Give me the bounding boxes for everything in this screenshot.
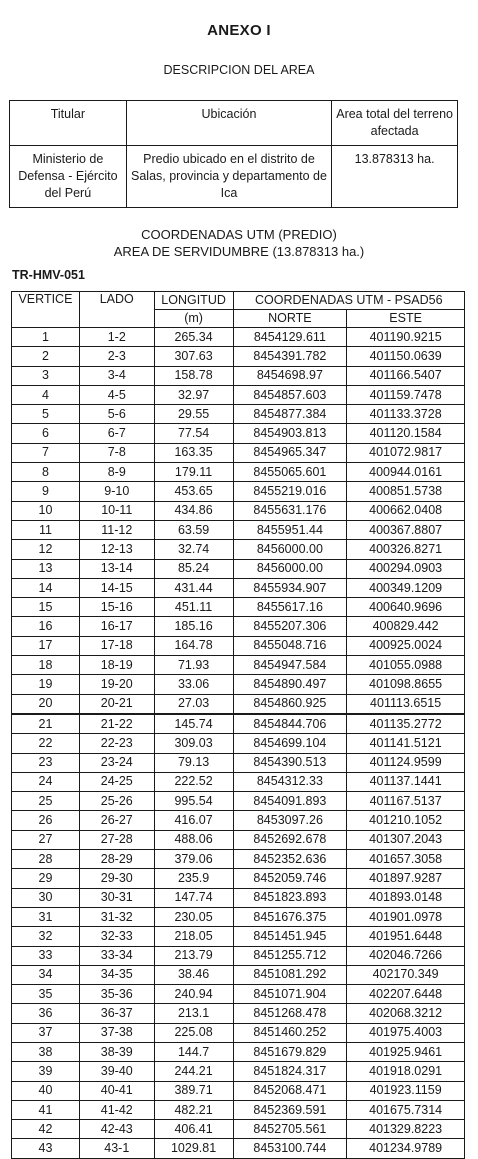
este-cell: 401675.7314 <box>347 1100 465 1119</box>
lado-cell: 2-3 <box>79 347 154 366</box>
lado-cell: 37-38 <box>79 1023 154 1042</box>
utm-title-line2: AREA DE SERVIDUMBRE (13.878313 ha.) <box>113 244 365 259</box>
area-info-row <box>10 146 458 208</box>
lado-cell: 19-20 <box>79 675 154 694</box>
este-cell: 401923.1159 <box>347 1081 465 1100</box>
vertice-cell: 39 <box>12 1062 80 1081</box>
longitud-cell: 1029.81 <box>154 1139 233 1158</box>
norte-cell: 8451676.375 <box>233 907 347 926</box>
norte-cell: 8451255.712 <box>233 946 347 965</box>
longitud-cell: 222.52 <box>154 772 233 791</box>
longitud-cell: 164.78 <box>154 636 233 655</box>
lado-cell: 38-39 <box>79 1042 154 1061</box>
table-row <box>12 1081 465 1100</box>
vertice-cell: 22 <box>12 734 80 753</box>
table-row <box>12 520 465 539</box>
este-cell: 401893.0148 <box>347 888 465 907</box>
longitud-cell: 147.74 <box>154 888 233 907</box>
lado-cell: 1-2 <box>79 328 154 347</box>
norte-cell: 8451824.317 <box>233 1062 347 1081</box>
table-row <box>12 1004 465 1023</box>
lado-cell: 39-40 <box>79 1062 154 1081</box>
norte-cell: 8452692.678 <box>233 830 347 849</box>
vertice-cell: 13 <box>12 559 80 578</box>
table-row <box>12 443 465 462</box>
vertice-cell: 4 <box>12 385 80 404</box>
table-row <box>12 675 465 694</box>
norte-cell: 8454699.104 <box>233 734 347 753</box>
norte-cell: 8452352.636 <box>233 850 347 869</box>
longitud-cell: 38.46 <box>154 965 233 984</box>
este-cell: 400851.5738 <box>347 482 465 501</box>
este-cell: 400294.0903 <box>347 559 465 578</box>
vertice-cell: 37 <box>12 1023 80 1042</box>
este-cell: 401098.8655 <box>347 675 465 694</box>
longitud-cell: 416.07 <box>154 811 233 830</box>
lado-cell: 23-24 <box>79 753 154 772</box>
este-cell: 402068.3212 <box>347 1004 465 1023</box>
este-cell: 401925.9461 <box>347 1042 465 1061</box>
longitud-cell: 406.41 <box>154 1120 233 1139</box>
norte-cell: 8454698.97 <box>233 366 347 385</box>
norte-cell: 8452705.561 <box>233 1120 347 1139</box>
vertice-cell: 2 <box>12 347 80 366</box>
lado-cell: 29-30 <box>79 869 154 888</box>
table-row <box>12 907 465 926</box>
table-row <box>12 811 465 830</box>
lado-cell: 34-35 <box>79 965 154 984</box>
vertice-cell: 19 <box>12 675 80 694</box>
longitud-cell: 179.11 <box>154 463 233 482</box>
table-row <box>12 424 465 443</box>
norte-cell: 8454903.813 <box>233 424 347 443</box>
longitud-cell: 309.03 <box>154 734 233 753</box>
lado-cell: 36-37 <box>79 1004 154 1023</box>
este-cell: 400829.442 <box>347 617 465 636</box>
longitud-cell: 32.97 <box>154 385 233 404</box>
table-row <box>12 985 465 1004</box>
lado-cell: 27-28 <box>79 830 154 849</box>
longitud-cell: 85.24 <box>154 559 233 578</box>
page-title: ANEXO I <box>207 22 271 39</box>
longitud-cell: 63.59 <box>154 520 233 539</box>
este-cell: 401159.7478 <box>347 385 465 404</box>
vertice-cell: 29 <box>12 869 80 888</box>
este-cell: 400349.1209 <box>347 578 465 597</box>
norte-cell: 8453100.744 <box>233 1139 347 1158</box>
vertice-cell: 14 <box>12 578 80 597</box>
norte-cell: 8454129.611 <box>233 328 347 347</box>
titular-value: Ministerio de Defensa - Ejército del Perú <box>10 146 127 208</box>
norte-cell: 8454312.33 <box>233 772 347 791</box>
vertice-cell: 8 <box>12 463 80 482</box>
norte-cell: 8456000.00 <box>233 559 347 578</box>
table-row <box>12 617 465 636</box>
este-cell: 401210.1052 <box>347 811 465 830</box>
norte-cell: 8454091.893 <box>233 792 347 811</box>
vertice-header: VERTICE <box>12 292 80 328</box>
table-row <box>12 753 465 772</box>
longitud-cell: 213.79 <box>154 946 233 965</box>
norte-cell: 8454857.603 <box>233 385 347 404</box>
longitud-cell: 389.71 <box>154 1081 233 1100</box>
table-row <box>12 1100 465 1119</box>
lado-cell: 17-18 <box>79 636 154 655</box>
lado-cell: 4-5 <box>79 385 154 404</box>
vertice-cell: 31 <box>12 907 80 926</box>
longitud-cell: 145.74 <box>154 714 233 734</box>
vertice-cell: 6 <box>12 424 80 443</box>
ubicacion-header: Ubicación <box>126 101 331 146</box>
table-row <box>12 636 465 655</box>
lado-cell: 26-27 <box>79 811 154 830</box>
norte-cell: 8451679.829 <box>233 1042 347 1061</box>
este-cell: 401951.6448 <box>347 927 465 946</box>
table-row <box>12 850 465 869</box>
este-cell: 400326.8271 <box>347 540 465 559</box>
lado-cell: 40-41 <box>79 1081 154 1100</box>
norte-header: NORTE <box>233 310 347 328</box>
lado-cell: 18-19 <box>79 656 154 675</box>
table-row <box>12 946 465 965</box>
vertice-cell: 7 <box>12 443 80 462</box>
table-row <box>12 772 465 791</box>
norte-cell: 8455951.44 <box>233 520 347 539</box>
longitud-cell: 451.11 <box>154 598 233 617</box>
lado-cell: 7-8 <box>79 443 154 462</box>
este-cell: 401072.9817 <box>347 443 465 462</box>
table-row <box>12 694 465 714</box>
norte-cell: 8454860.925 <box>233 694 347 714</box>
norte-cell: 8455617.16 <box>233 598 347 617</box>
vertice-cell: 10 <box>12 501 80 520</box>
utm-coordinates-table <box>11 291 465 1159</box>
norte-cell: 8454877.384 <box>233 405 347 424</box>
este-cell: 401135.2772 <box>347 714 465 734</box>
lado-cell: 12-13 <box>79 540 154 559</box>
norte-cell: 8452059.746 <box>233 869 347 888</box>
longitud-cell: 235.9 <box>154 869 233 888</box>
vertice-cell: 5 <box>12 405 80 424</box>
lado-cell: 14-15 <box>79 578 154 597</box>
este-cell: 400925.0024 <box>347 636 465 655</box>
vertice-cell: 18 <box>12 656 80 675</box>
lado-cell: 41-42 <box>79 1100 154 1119</box>
table-row <box>12 869 465 888</box>
norte-cell: 8454947.584 <box>233 656 347 675</box>
lado-cell: 15-16 <box>79 598 154 617</box>
este-cell: 401133.3728 <box>347 405 465 424</box>
longitud-cell: 244.21 <box>154 1062 233 1081</box>
longitud-cell: 218.05 <box>154 927 233 946</box>
table-row <box>12 482 465 501</box>
este-cell: 401975.4003 <box>347 1023 465 1042</box>
table-row <box>12 1139 465 1158</box>
vertice-cell: 9 <box>12 482 80 501</box>
longitud-cell: 77.54 <box>154 424 233 443</box>
lado-cell: 20-21 <box>79 694 154 714</box>
norte-cell: 8451460.252 <box>233 1023 347 1042</box>
este-cell: 402207.6448 <box>347 985 465 1004</box>
lado-cell: 32-33 <box>79 927 154 946</box>
vertice-cell: 35 <box>12 985 80 1004</box>
vertice-cell: 12 <box>12 540 80 559</box>
norte-cell: 8451268.478 <box>233 1004 347 1023</box>
vertice-cell: 24 <box>12 772 80 791</box>
este-cell: 401307.2043 <box>347 830 465 849</box>
vertice-cell: 43 <box>12 1139 80 1158</box>
lado-cell: 43-1 <box>79 1139 154 1158</box>
table-row <box>12 734 465 753</box>
lado-cell: 21-22 <box>79 714 154 734</box>
longitud-cell: 225.08 <box>154 1023 233 1042</box>
longitud-unit-header: (m) <box>154 310 233 328</box>
lado-cell: 28-29 <box>79 850 154 869</box>
table-row <box>12 385 465 404</box>
lado-cell: 42-43 <box>79 1120 154 1139</box>
este-cell: 401329.8223 <box>347 1120 465 1139</box>
norte-cell: 8454390.513 <box>233 753 347 772</box>
este-cell: 401234.9789 <box>347 1139 465 1158</box>
vertice-cell: 41 <box>12 1100 80 1119</box>
este-cell: 400367.8807 <box>347 520 465 539</box>
lado-cell: 16-17 <box>79 617 154 636</box>
este-cell: 401120.1584 <box>347 424 465 443</box>
este-header: ESTE <box>347 310 465 328</box>
este-cell: 401166.5407 <box>347 366 465 385</box>
vertice-cell: 21 <box>12 714 80 734</box>
lado-cell: 3-4 <box>79 366 154 385</box>
longitud-cell: 307.63 <box>154 347 233 366</box>
este-cell: 400944.0161 <box>347 463 465 482</box>
area-info-header-row <box>10 101 458 146</box>
lado-cell: 8-9 <box>79 463 154 482</box>
vertice-cell: 30 <box>12 888 80 907</box>
norte-cell: 8451081.292 <box>233 965 347 984</box>
lado-cell: 33-34 <box>79 946 154 965</box>
este-cell: 401167.5137 <box>347 792 465 811</box>
este-cell: 401150.0639 <box>347 347 465 366</box>
este-cell: 401190.9215 <box>347 328 465 347</box>
vertice-cell: 38 <box>12 1042 80 1061</box>
este-cell: 401055.0988 <box>347 656 465 675</box>
longitud-cell: 33.06 <box>154 675 233 694</box>
lado-cell: 6-7 <box>79 424 154 443</box>
table-row <box>12 559 465 578</box>
page-subtitle: DESCRIPCION DEL AREA <box>163 63 315 77</box>
lado-cell: 31-32 <box>79 907 154 926</box>
este-cell: 401897.9287 <box>347 869 465 888</box>
table-row <box>12 927 465 946</box>
este-cell: 401137.1441 <box>347 772 465 791</box>
norte-cell: 8455631.176 <box>233 501 347 520</box>
norte-cell: 8451071.904 <box>233 985 347 1004</box>
longitud-header: LONGITUD <box>154 292 233 310</box>
lado-cell: 11-12 <box>79 520 154 539</box>
longitud-cell: 71.93 <box>154 656 233 675</box>
este-cell: 400640.9696 <box>347 598 465 617</box>
este-cell: 402170.349 <box>347 965 465 984</box>
este-cell: 400662.0408 <box>347 501 465 520</box>
lado-cell: 22-23 <box>79 734 154 753</box>
longitud-cell: 79.13 <box>154 753 233 772</box>
vertice-cell: 23 <box>12 753 80 772</box>
norte-cell: 8455048.716 <box>233 636 347 655</box>
table-row <box>12 1023 465 1042</box>
coordenadas-group-header: COORDENADAS UTM - PSAD56 <box>233 292 464 310</box>
longitud-cell: 488.06 <box>154 830 233 849</box>
vertice-cell: 27 <box>12 830 80 849</box>
longitud-cell: 482.21 <box>154 1100 233 1119</box>
norte-cell: 8452068.471 <box>233 1081 347 1100</box>
vertice-cell: 32 <box>12 927 80 946</box>
tramo-code: TR-HMV-051 <box>12 268 85 282</box>
norte-cell: 8454391.782 <box>233 347 347 366</box>
norte-cell: 8452369.591 <box>233 1100 347 1119</box>
table-row <box>12 1120 465 1139</box>
norte-cell: 8456000.00 <box>233 540 347 559</box>
vertice-cell: 11 <box>12 520 80 539</box>
table-row <box>12 1062 465 1081</box>
longitud-cell: 27.03 <box>154 694 233 714</box>
vertice-cell: 34 <box>12 965 80 984</box>
lado-cell: 9-10 <box>79 482 154 501</box>
lado-cell: 25-26 <box>79 792 154 811</box>
vertice-cell: 15 <box>12 598 80 617</box>
este-cell: 401918.0291 <box>347 1062 465 1081</box>
vertice-cell: 40 <box>12 1081 80 1100</box>
utm-section-title <box>0 226 478 260</box>
vertice-cell: 3 <box>12 366 80 385</box>
longitud-cell: 995.54 <box>154 792 233 811</box>
longitud-cell: 163.35 <box>154 443 233 462</box>
vertice-cell: 17 <box>12 636 80 655</box>
longitud-cell: 434.86 <box>154 501 233 520</box>
lado-cell: 24-25 <box>79 772 154 791</box>
norte-cell: 8455207.306 <box>233 617 347 636</box>
norte-cell: 8455934.907 <box>233 578 347 597</box>
area-info-table <box>9 100 458 208</box>
table-row <box>12 366 465 385</box>
vertice-cell: 42 <box>12 1120 80 1139</box>
longitud-cell: 431.44 <box>154 578 233 597</box>
table-row <box>12 578 465 597</box>
este-cell: 401657.3058 <box>347 850 465 869</box>
norte-cell: 8451451.945 <box>233 927 347 946</box>
lado-cell: 13-14 <box>79 559 154 578</box>
vertice-cell: 26 <box>12 811 80 830</box>
norte-cell: 8453097.26 <box>233 811 347 830</box>
este-cell: 402046.7266 <box>347 946 465 965</box>
titular-header: Titular <box>10 101 127 146</box>
longitud-cell: 379.06 <box>154 850 233 869</box>
este-cell: 401124.9599 <box>347 753 465 772</box>
table-row <box>12 463 465 482</box>
longitud-cell: 453.65 <box>154 482 233 501</box>
este-cell: 401113.6515 <box>347 694 465 714</box>
table-row <box>12 714 465 734</box>
longitud-cell: 32.74 <box>154 540 233 559</box>
norte-cell: 8454965.347 <box>233 443 347 462</box>
longitud-cell: 230.05 <box>154 907 233 926</box>
table-row <box>12 656 465 675</box>
lado-cell: 35-36 <box>79 985 154 1004</box>
table-row <box>12 830 465 849</box>
longitud-cell: 240.94 <box>154 985 233 1004</box>
table-row <box>12 405 465 424</box>
vertice-cell: 1 <box>12 328 80 347</box>
longitud-cell: 29.55 <box>154 405 233 424</box>
table-row <box>12 1042 465 1061</box>
vertice-cell: 25 <box>12 792 80 811</box>
ubicacion-value: Predio ubicado en el distrito de Salas, provincia y departamento de Ica <box>126 146 331 208</box>
norte-cell: 8455065.601 <box>233 463 347 482</box>
vertice-cell: 33 <box>12 946 80 965</box>
longitud-cell: 158.78 <box>154 366 233 385</box>
area-total-header: Area total del terreno afectada <box>332 101 458 146</box>
table-row <box>12 347 465 366</box>
este-cell: 401141.5121 <box>347 734 465 753</box>
longitud-cell: 265.34 <box>154 328 233 347</box>
vertice-cell: 20 <box>12 694 80 714</box>
table-row <box>12 501 465 520</box>
vertice-cell: 16 <box>12 617 80 636</box>
longitud-cell: 213.1 <box>154 1004 233 1023</box>
longitud-cell: 144.7 <box>154 1042 233 1061</box>
lado-cell: 5-6 <box>79 405 154 424</box>
vertice-cell: 36 <box>12 1004 80 1023</box>
table-row <box>12 965 465 984</box>
table-row <box>12 328 465 347</box>
lado-cell: 30-31 <box>79 888 154 907</box>
lado-header: LADO <box>79 292 154 328</box>
norte-cell: 8454844.706 <box>233 714 347 734</box>
area-total-value: 13.878313 ha. <box>332 146 458 208</box>
table-row <box>12 598 465 617</box>
lado-cell: 10-11 <box>79 501 154 520</box>
table-row <box>12 540 465 559</box>
utm-title-line1: COORDENADAS UTM (PREDIO) <box>141 227 337 242</box>
vertice-cell: 28 <box>12 850 80 869</box>
norte-cell: 8451823.893 <box>233 888 347 907</box>
coords-table-body <box>12 328 465 1159</box>
norte-cell: 8454890.497 <box>233 675 347 694</box>
norte-cell: 8455219.016 <box>233 482 347 501</box>
table-row <box>12 792 465 811</box>
coords-header-row-1 <box>12 292 465 310</box>
este-cell: 401901.0978 <box>347 907 465 926</box>
longitud-cell: 185.16 <box>154 617 233 636</box>
table-row <box>12 888 465 907</box>
